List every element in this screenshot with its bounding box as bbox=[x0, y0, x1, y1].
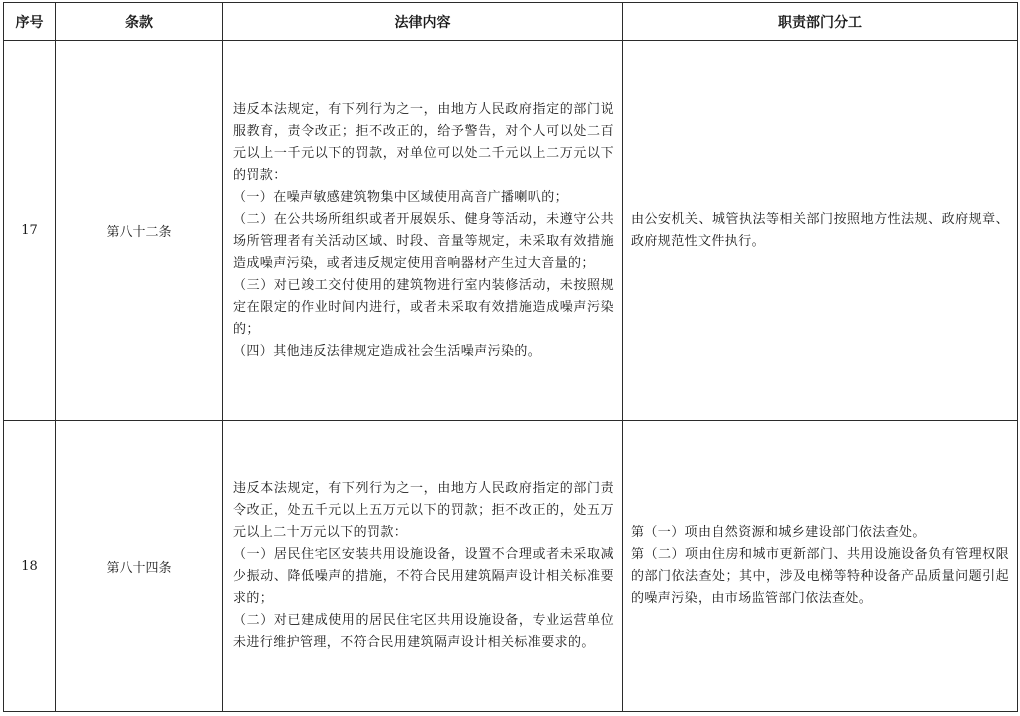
content-paragraph: （四）其他违反法律规定造成社会生活噪声污染的。 bbox=[233, 343, 542, 359]
law-duty-table bbox=[3, 2, 1018, 712]
header-num: 序号 bbox=[4, 3, 56, 41]
table-row bbox=[4, 421, 1018, 712]
law-content bbox=[223, 41, 623, 421]
header-duty: 职责部门分工 bbox=[623, 3, 1018, 41]
row-number: 17 bbox=[4, 41, 56, 421]
header-article: 条款 bbox=[56, 3, 223, 41]
content-paragraph: 违反本法规定，有下列行为之一，由地方人民政府指定的部门责令改正，处五千元以上五万元以下的罚款；拒不改正的，处五万元以上二十万元以下的罚款： bbox=[233, 481, 614, 540]
content-paragraph: （三）对已竣工交付使用的建筑物进行室内装修活动，未按照规定在限定的作业时间内进行，或者未采取有效措施造成噪声污染的； bbox=[233, 277, 614, 337]
duty-paragraph: 由公安机关、城管执法等相关部门按照地方性法规、政府规章、政府规范性文件执行。 bbox=[631, 211, 1009, 249]
table-header-row bbox=[4, 3, 1018, 41]
content-paragraph: （一）居民住宅区安装共用设施设备，设置不合理或者未采取减少振动、降低噪声的措施，不符合民用建筑隔声设计相关标准要求的； bbox=[233, 547, 614, 606]
article-title: 第八十二条 bbox=[56, 41, 223, 421]
article-title: 第八十四条 bbox=[56, 421, 223, 712]
table-row bbox=[4, 41, 1018, 421]
duty-paragraph: 第（二）项由住房和城市更新部门、共用设施设备负有管理权限的部门依法查处；其中，涉及电梯等特种设备产品质量问题引起的噪声污染，由市场监管部门依法查处。 bbox=[631, 547, 1009, 606]
duty-division bbox=[623, 421, 1018, 712]
content-paragraph: 违反本法规定，有下列行为之一，由地方人民政府指定的部门说服教育，责令改正；拒不改正的，给予警告，对个人可以处二百元以上一千元以下的罚款，对单位可以处二千元以上二万元以下的罚款： bbox=[233, 101, 614, 183]
header-content: 法律内容 bbox=[223, 3, 623, 41]
content-paragraph: （二）在公共场所组织或者开展娱乐、健身等活动，未遵守公共场所管理者有关活动区域、时段、音量等规定，未采取有效措施造成噪声污染，或者违反规定使用音响器材产生过大音量的； bbox=[233, 211, 614, 271]
content-paragraph: （一）在噪声敏感建筑物集中区域使用高音广播喇叭的； bbox=[233, 189, 569, 205]
duty-division bbox=[623, 41, 1018, 421]
law-content bbox=[223, 421, 623, 712]
content-paragraph: （二）对已建成使用的居民住宅区共用设施设备，专业运营单位未进行维护管理，不符合民用建筑隔声设计相关标准要求的。 bbox=[233, 613, 614, 650]
duty-paragraph: 第（一）项由自然资源和城乡建设部门依法查处。 bbox=[631, 525, 926, 540]
row-number: 18 bbox=[4, 421, 56, 712]
